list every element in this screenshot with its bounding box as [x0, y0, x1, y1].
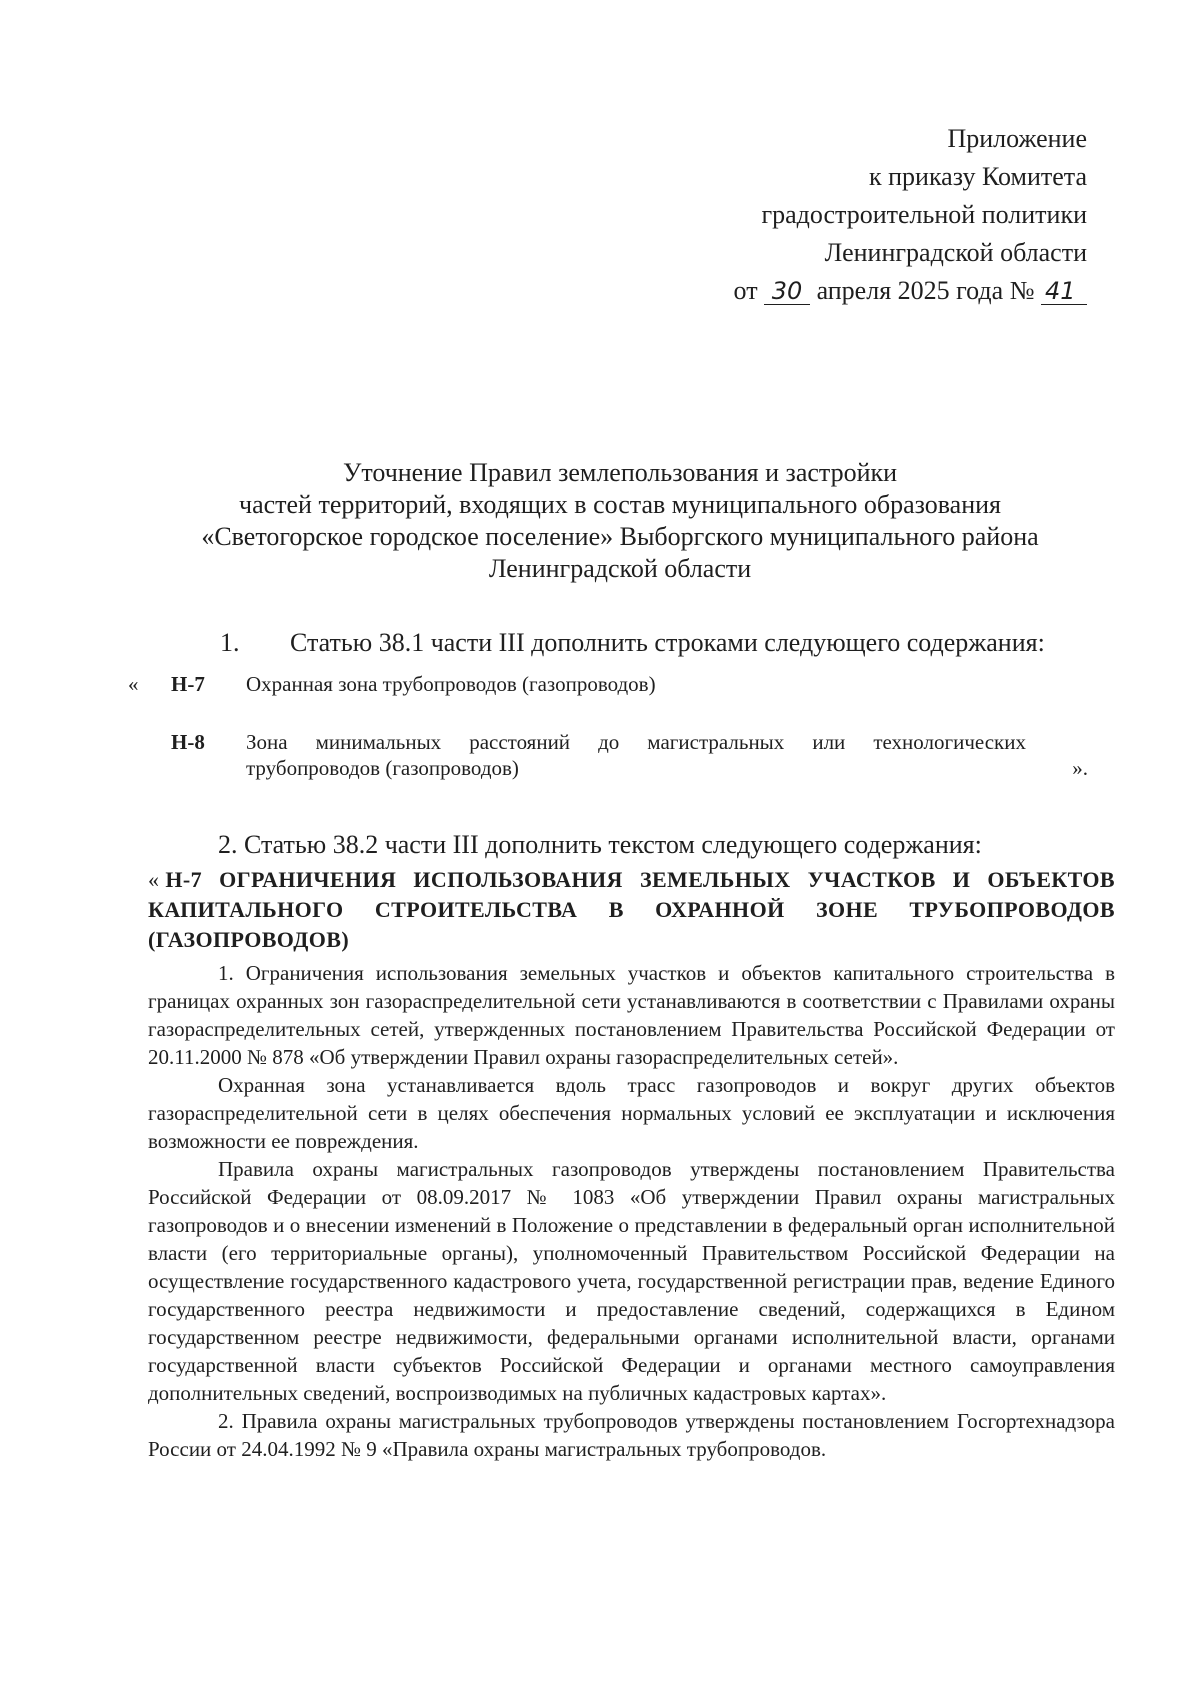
appendix-title: Приложение [947, 124, 1087, 153]
number-sign: № [1009, 276, 1035, 305]
section-1-heading [220, 628, 1045, 658]
document-title [140, 457, 1100, 585]
section-2-body [148, 865, 1115, 1463]
handwritten-day: 30 [764, 278, 810, 305]
appendix-order-ref: к приказу Комитета [868, 162, 1087, 191]
date-rest: апреля 2025 года [816, 276, 1004, 305]
close-quote: ». [1072, 756, 1088, 780]
appendix-region: Ленинградской области [824, 238, 1087, 267]
zone-description: Зона минимальных расстояний до магистральных или технологических трубопроводов (газопроводов) [246, 730, 1026, 780]
zone-description: Охранная зона трубопроводов (газопроводов) [246, 672, 656, 696]
section-1-number: 1. [220, 628, 240, 657]
section-1-text: Статью 38.1 части III дополнить строками следующего содержания: [290, 628, 1045, 657]
paragraph-2: Охранная зона устанавливается вдоль трасс газопроводов и вокруг других объектов газораспределительной сети в целях обеспечения нормальных условий ее эксплуатации и исключения возможности ее повреждения. [148, 1073, 1115, 1153]
paragraph-4: 2. Правила охраны магистральных трубопроводов утверждены постановлением Госгортехнадзора России от 24.04.1992 № 9 «Правила охраны магистральных трубопроводов. [148, 1409, 1115, 1461]
section-2-heading: 2. Статью 38.2 части III дополнить текстом следующего содержания: [218, 830, 982, 859]
subheading-text: Н-7 ОГРАНИЧЕНИЯ ИСПОЛЬЗОВАНИЯ ЗЕМЕЛЬНЫХ УЧАСТКОВ И ОБЪЕКТОВ КАПИТАЛЬНОГО СТРОИТЕЛЬСТВА В ОХРАННОЙ ЗОНЕ ТРУБОПРОВОДОВ (ГАЗОПРОВОДОВ) [148, 867, 1115, 952]
title-line-2: частей территорий, входящих в состав муниципального образования [239, 490, 1001, 519]
handwritten-number: 41 [1041, 278, 1087, 305]
paragraph-3: Правила охраны магистральных газопроводов утверждены постановлением Правительства Российской Федерации от 08.09.2017 № 1083 «Об утверждении Правил охраны магистральных газопроводов и о внесении изменений в Положение о представлении в федеральный орган исполнительной власти (его территориальные органы), уполномоченный Правительством Российской Федерации на осуществление государственного кадастрового учета, государственной регистрации прав, ведение Единого государственного реестра недвижимости и предоставление сведений, содержащихся в Едином государственном реестре недвижимости, федеральными органами исполнительной власти, органами государственной власти субъектов Российской Федерации и органами местного самоуправления дополнительных сведений, воспроизводимых на публичных кадастровых картах». [148, 1157, 1115, 1405]
zone-code: Н-8 [171, 730, 205, 754]
appendix-header [567, 120, 1087, 310]
zone-code: Н-7 [171, 672, 205, 696]
date-prefix: от [733, 276, 758, 305]
open-quote: « [148, 867, 160, 892]
zone-restrictions-heading [148, 865, 1115, 955]
open-quote: « [128, 672, 139, 696]
paragraph-1: 1. Ограничения использования земельных участков и объектов капитального строительства в границах охранных зон газораспределительной сети устанавливаются в соответствии с Правилами охраны газораспределительных сетей, утвержденных постановлением Правительства Российской Федерации от 20.11.2000 № 878 «Об утверждении Правил охраны газораспределительных сетей». [148, 961, 1115, 1069]
appendix-date-line [567, 272, 1087, 310]
title-line-3: «Светогорское городское поселение» Выборгского муниципального района [201, 522, 1039, 551]
title-line-4: Ленинградской области [488, 554, 752, 583]
appendix-committee: градостроительной политики [761, 200, 1087, 229]
title-line-1: Уточнение Правил землепользования и застройки [342, 458, 898, 487]
